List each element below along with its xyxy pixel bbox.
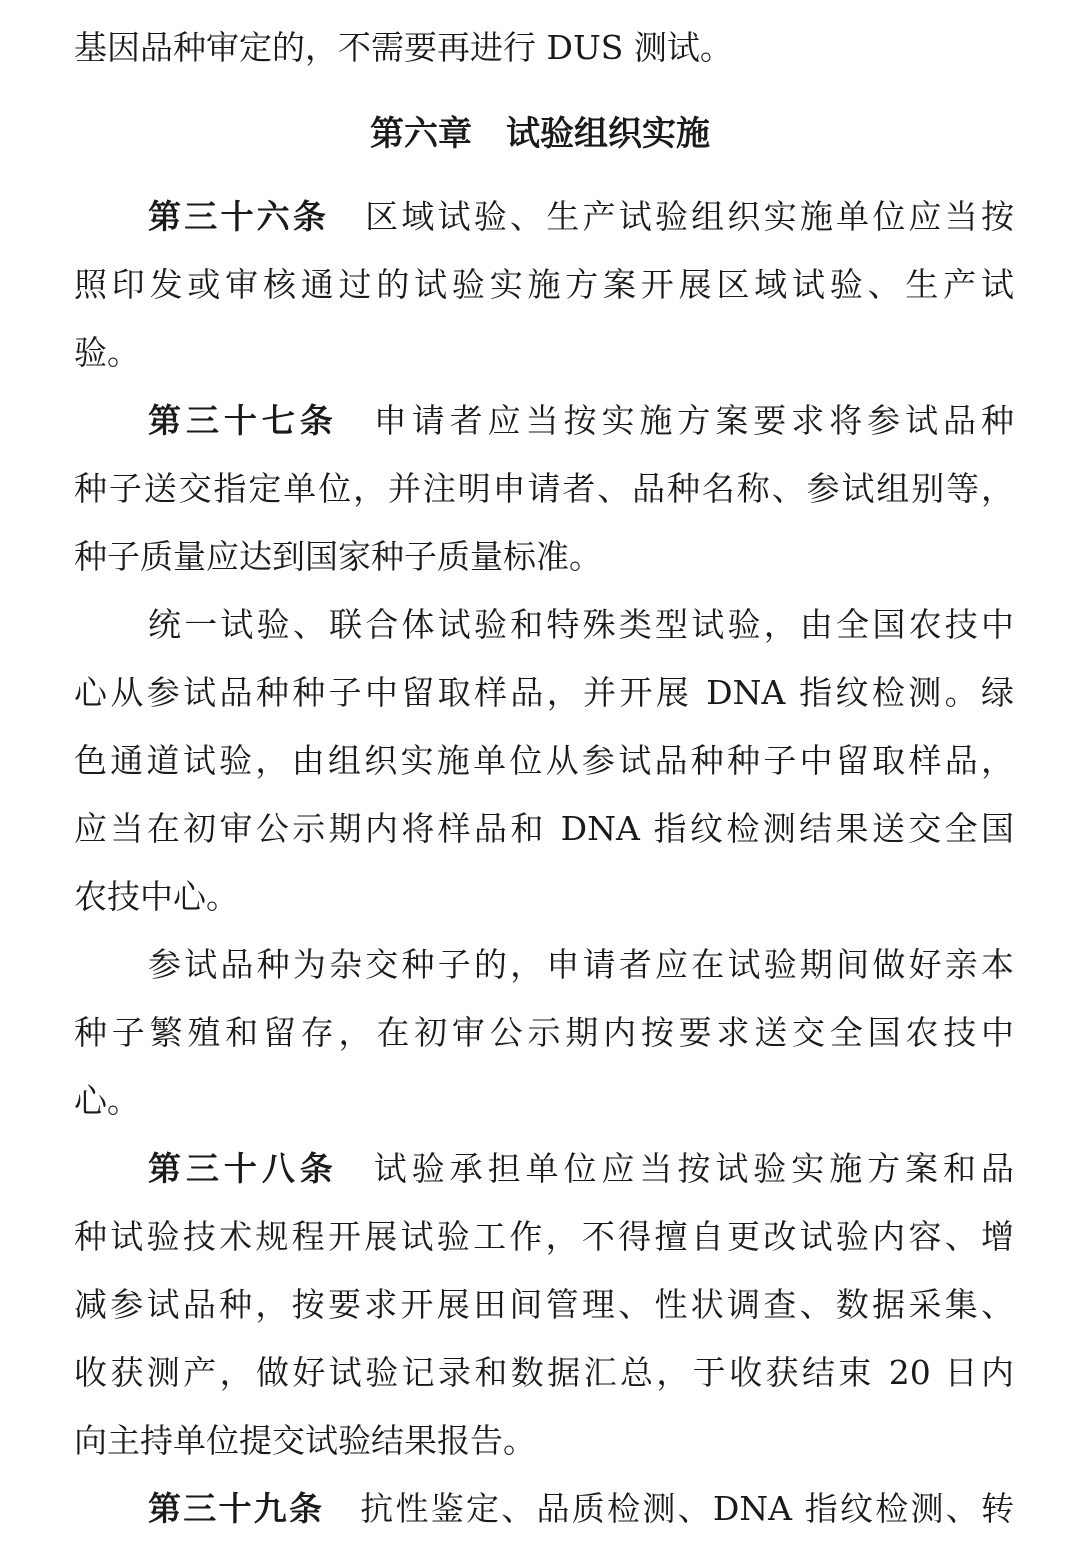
article-37-label: 第三十七条 [148, 401, 338, 440]
text-line: 种试验技术规程开展试验工作，不得擅自更改试验内容、增 [74, 1217, 1014, 1256]
text-line: 心从参试品种种子中留取样品，并开展 DNA 指纹检测。绿 [74, 673, 1014, 712]
article-37-text: 申请者应当按实施方案要求将参试品种 [373, 401, 1015, 440]
article-39-label: 第三十九条 [148, 1489, 325, 1528]
article-37-line-1 [148, 387, 1014, 455]
article-36-line-1 [148, 183, 1014, 251]
text-line: 应当在初审公示期内将样品和 DNA 指纹检测结果送交全国 [74, 809, 1014, 848]
text-line: 种子繁殖和留存，在初审公示期内按要求送交全国农技中 [74, 1013, 1014, 1052]
article-39-line-1 [148, 1475, 1014, 1543]
text-line: 心。 [74, 1081, 140, 1120]
article-36-label: 第三十六条 [148, 197, 330, 236]
article-38-text: 试验承担单位应当按试验实施方案和品 [373, 1149, 1015, 1188]
article-36-text: 区域试验、生产试验组织实施单位应当按 [365, 197, 1015, 236]
article-39-text: 抗性鉴定、品质检测、DNA 指纹检测、转 [360, 1489, 1015, 1528]
text-line: 收获测产，做好试验记录和数据汇总，于收获结束 20 日内 [74, 1353, 1014, 1392]
text-line: 种子送交指定单位，并注明申请者、品种名称、参试组别等， [74, 469, 1014, 508]
text-line: 参试品种为杂交种子的，申请者应在试验期间做好亲本 [148, 945, 1014, 984]
text-line: 减参试品种，按要求开展田间管理、性状调查、数据采集、 [74, 1285, 1014, 1324]
text-line: 照印发或审核通过的试验实施方案开展区域试验、生产试 [74, 265, 1014, 304]
text-line: 种子质量应达到国家种子质量标准。 [74, 537, 602, 576]
text-line: 农技中心。 [74, 877, 239, 916]
text-line: 统一试验、联合体试验和特殊类型试验，由全国农技中 [148, 605, 1014, 644]
text-line: 色通道试验，由组织实施单位从参试品种种子中留取样品， [74, 741, 1014, 780]
article-38-line-1 [148, 1135, 1014, 1203]
chapter-title: 第六章 试验组织实施 [370, 114, 710, 154]
text-line: 向主持单位提交试验结果报告。 [74, 1421, 536, 1460]
text-line: 验。 [74, 333, 140, 372]
text-line: 基因品种审定的，不需要再进行 DUS 测试。 [74, 28, 733, 67]
article-38-label: 第三十八条 [148, 1149, 338, 1188]
